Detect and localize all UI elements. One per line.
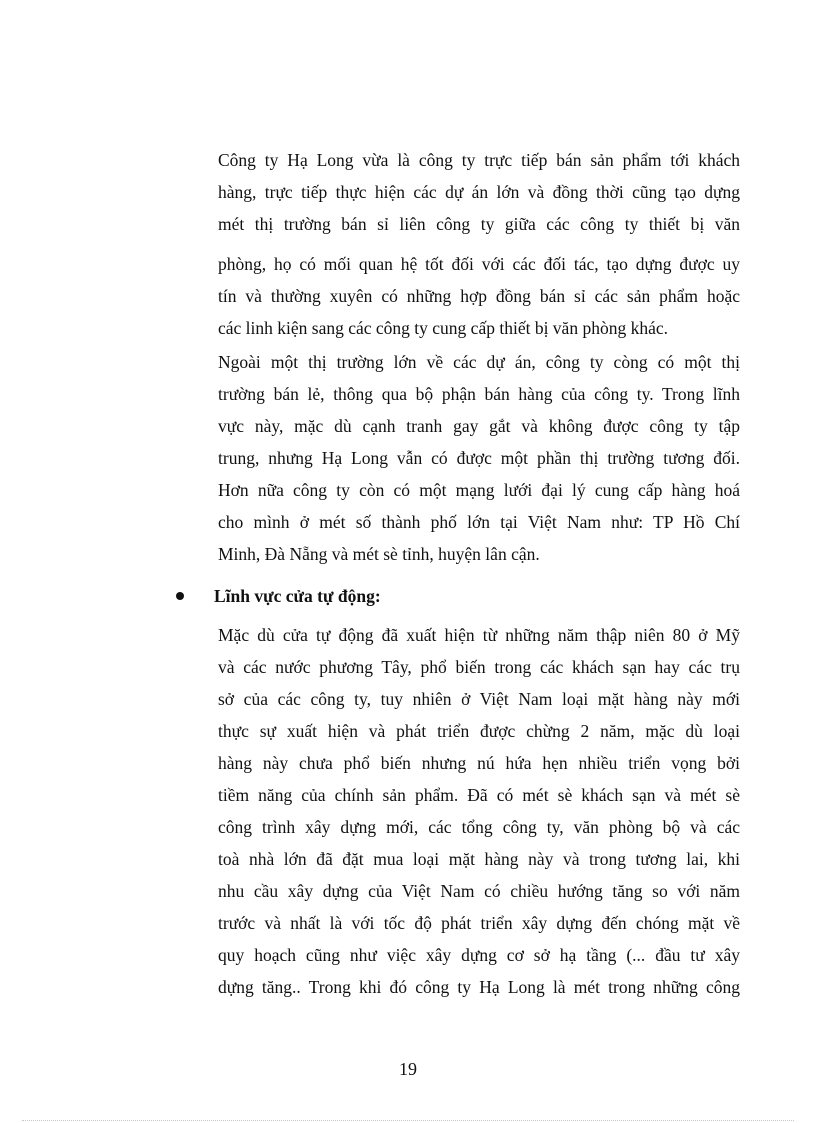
text-line: vực này, mặc dù cạnh tranh gay gắt và không được công ty tập <box>218 416 740 436</box>
text-line: các linh kiện sang các công ty cung cấp thiết bị văn phòng khác. <box>218 318 668 338</box>
text-line: tiềm năng của chính sản phẩm. Đã có mét sè khách sạn và mét sè <box>218 785 740 805</box>
paragraph-retail <box>218 346 740 570</box>
text-line: hàng này chưa phổ biến nhưng nú hứa hẹn nhiều triển vọng bởi <box>218 753 740 773</box>
text-line: trung, nhưng Hạ Long vẫn có được một phần thị trường tương đối. <box>218 448 740 468</box>
text-line: trước và nhất là với tốc độ phát triển xây dựng đến chóng mặt về <box>218 913 740 933</box>
text-line: tín và thường xuyên có những hợp đồng bán sỉ các sản phẩm hoặc <box>218 286 740 306</box>
text-line: cho mình ở mét số thành phố lớn tại Việt Nam như: TP Hồ Chí <box>218 512 740 532</box>
bullet-item <box>0 580 816 612</box>
text-line: thực sự xuất hiện và phát triển được chừng 2 năm, mặc dù loại <box>218 721 740 741</box>
text-line: Mặc dù cửa tự động đã xuất hiện từ những năm thập niên 80 ở Mỹ <box>218 625 740 645</box>
text-line: Công ty Hạ Long vừa là công ty trực tiếp bán sản phẩm tới khách <box>218 150 740 170</box>
text-line: phòng, họ có mối quan hệ tốt đối với các đối tác, tạo dựng được uy <box>218 254 740 274</box>
text-line: Minh, Đà Nẵng và mét sè tỉnh, huyện lân cận. <box>218 544 540 564</box>
text-line: sở của các công ty, tuy nhiên ở Việt Nam loại mặt hàng này mới <box>218 689 740 709</box>
text-line: công trình xây dựng mới, các tổng công ty, văn phòng bộ và các <box>218 817 740 837</box>
paragraph-automatic-doors <box>218 619 740 1003</box>
page-bottom-divider <box>22 1120 794 1121</box>
text-line: toà nhà lớn đã đặt mua loại mặt hàng này và trong tương lai, khi <box>218 849 740 869</box>
text-line: mét thị trường bán sỉ liên công ty giữa các công ty thiết bị văn <box>218 214 740 234</box>
text-line: Ngoài một thị trường lớn về các dự án, công ty còng có một thị <box>218 352 740 372</box>
bullet-icon <box>176 592 184 600</box>
section-heading: Lĩnh vực cửa tự động: <box>214 586 381 606</box>
text-line: và các nước phương Tây, phổ biến trong các khách sạn hay các trụ <box>218 657 740 677</box>
text-line: trường bán lẻ, thông qua bộ phận bán hàng của công ty. Trong lĩnh <box>218 384 740 404</box>
paragraph-distribution <box>218 144 740 344</box>
line-gap <box>218 240 740 248</box>
text-line: hàng, trực tiếp thực hiện các dự án lớn và đồng thời cũng tạo dựng <box>218 182 740 202</box>
text-line: quy hoạch cũng như việc xây dựng cơ sở hạ tầng (... đầu tư xây <box>218 945 740 965</box>
text-line: dựng tăng.. Trong khi đó công ty Hạ Long là mét trong những công <box>218 977 740 997</box>
text-line: Hơn nữa công ty còn có một mạng lưới đại lý cung cấp hàng hoá <box>218 480 740 500</box>
text-line: nhu cầu xây dựng của Việt Nam có chiều hướng tăng so với năm <box>218 881 740 901</box>
page-number: 19 <box>399 1059 417 1079</box>
